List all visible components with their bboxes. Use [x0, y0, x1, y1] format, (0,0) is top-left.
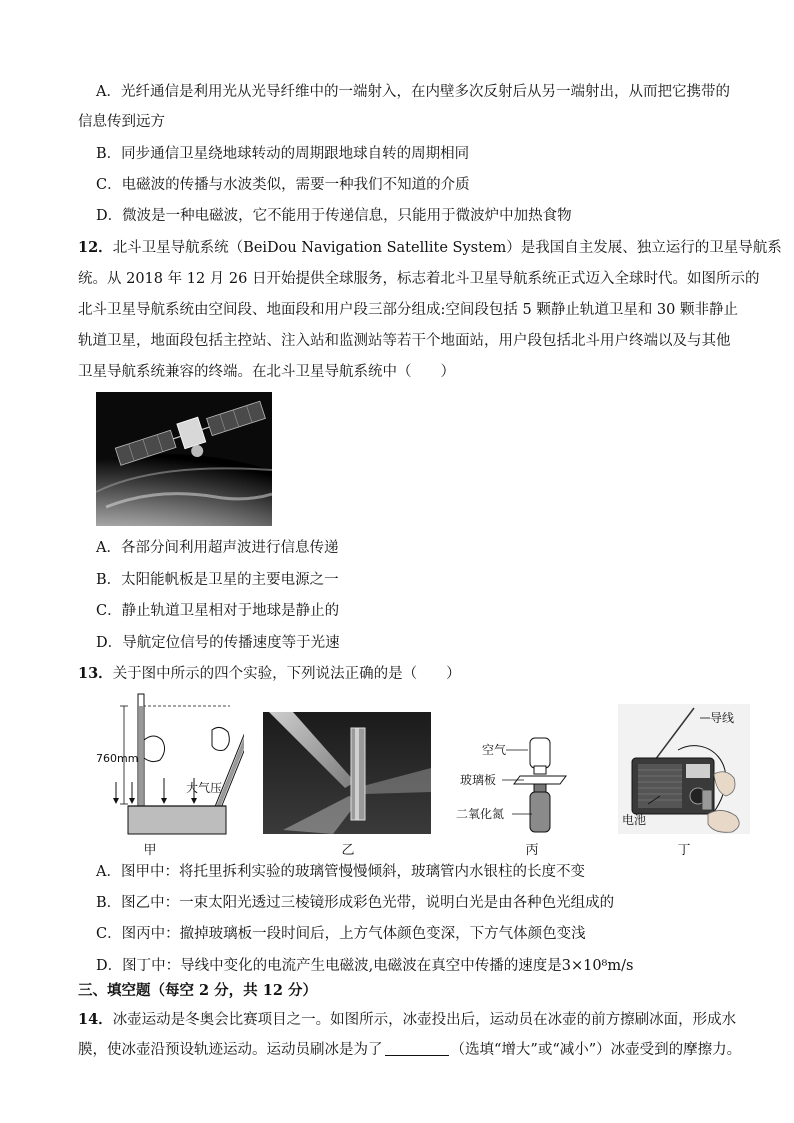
- jia-height-label: 760mm: [96, 752, 139, 765]
- q14-answer-blank[interactable]: [385, 1041, 449, 1056]
- q11-option-a-line1: A．光纤通信是利用光从光导纤维中的一端射入，在内壁多次反射后从另一端射出，从而把它携带的: [96, 84, 730, 100]
- jia-pressure-label: 大气压: [186, 781, 223, 795]
- q11-option-b: B．同步通信卫星绕地球转动的周期跟地球自转的周期相同: [96, 146, 470, 162]
- satellite-photo: [96, 392, 272, 526]
- figure-bing-diffusion: [448, 736, 570, 836]
- q12-option-d: D．导航定位信号的传播速度等于光速: [96, 635, 340, 651]
- bing-no2-label: 二氧化氮: [456, 807, 505, 821]
- caption-ding: 丁: [677, 843, 691, 858]
- q13-stem: 关于图中所示的四个实验，下列说法正确的是（ ）: [112, 666, 461, 682]
- q14-line2-a: 膜，使冰壶沿预设轨迹运动。运动员刷冰是为了: [78, 1042, 383, 1058]
- q12-line2: 统。从 2018 年 12 月 26 日开始提供全球服务，标志着北斗卫星导航系统正式迈入全球时代。如图所示的: [78, 271, 760, 287]
- q12-number: 12．: [78, 239, 113, 256]
- q14-number: 14．: [78, 1011, 113, 1028]
- section-3-title: 三、填空题（每空 2 分，共 12 分）: [78, 982, 317, 999]
- figure-ding-radio: [618, 704, 750, 834]
- q13-stem-line: [78, 664, 461, 684]
- q14-line1-text: 冰壶运动是冬奥会比赛项目之一。如图所示，冰壶投出后，运动员在冰壶的前方擦刷冰面，形成水: [112, 1012, 737, 1028]
- q12-line5: 卫星导航系统兼容的终端。在北斗卫星导航系统中（ ）: [78, 364, 455, 380]
- q13-option-d: D．图丁中：导线中变化的电流产生电磁波,电磁波在真空中传播的速度是3×10⁸m/s: [96, 958, 634, 974]
- q14-line2: [78, 1040, 741, 1060]
- q12-line1: [78, 238, 782, 258]
- ding-wire-label: 导线: [710, 711, 735, 725]
- q13-option-c: C．图丙中：撤掉玻璃板一段时间后，上方气体颜色变深，下方气体颜色变浅: [96, 926, 586, 942]
- q12-line1-text: 北斗卫星导航系统（BeiDou Navigation Satellite System）是我国自主发展、独立运行的卫星导航系: [112, 240, 782, 256]
- caption-jia: 甲: [143, 843, 157, 858]
- figure-yi-prism: [263, 712, 431, 834]
- q13-number: 13．: [78, 665, 113, 682]
- caption-yi: 乙: [341, 843, 355, 858]
- q12-option-c: C．静止轨道卫星相对于地球是静止的: [96, 603, 340, 619]
- q12-option-b: B．太阳能帆板是卫星的主要电源之一: [96, 572, 339, 588]
- ding-battery-label: 电池: [622, 813, 647, 827]
- q11-option-a-line2: 信息传到远方: [78, 114, 165, 130]
- bing-air-label: 空气: [482, 743, 507, 757]
- q13-option-b: B．图乙中：一束太阳光透过三棱镜形成彩色光带，说明白光是由各种色光组成的: [96, 895, 615, 911]
- q12-line4: 轨道卫星，地面段包括主控站、注入站和监测站等若干个地面站，用户段包括北斗用户终端以及与其他: [78, 333, 731, 349]
- bing-glass-label: 玻璃板: [460, 773, 497, 787]
- q12-option-a: A．各部分间利用超声波进行信息传递: [96, 540, 339, 556]
- q14-line1: [78, 1010, 736, 1030]
- q12-line3: 北斗卫星导航系统由空间段、地面段和用户段三部分组成:空间段包括 5 颗静止轨道卫星和 30 颗非静止: [78, 302, 738, 318]
- q13-option-a: A．图甲中：将托里拆利实验的玻璃管慢慢倾斜，玻璃管内水银柱的长度不变: [96, 864, 585, 880]
- caption-bing: 丙: [525, 843, 539, 858]
- q11-option-c: C．电磁波的传播与水波类似，需要一种我们不知道的介质: [96, 177, 470, 193]
- q14-line2-b: （选填“增大”或“减小”）冰壶受到的摩擦力。: [450, 1042, 742, 1058]
- q11-option-d: D．微波是一种电磁波，它不能用于传递信息，只能用于微波炉中加热食物: [96, 208, 572, 224]
- figure-jia-torricelli: [94, 692, 244, 838]
